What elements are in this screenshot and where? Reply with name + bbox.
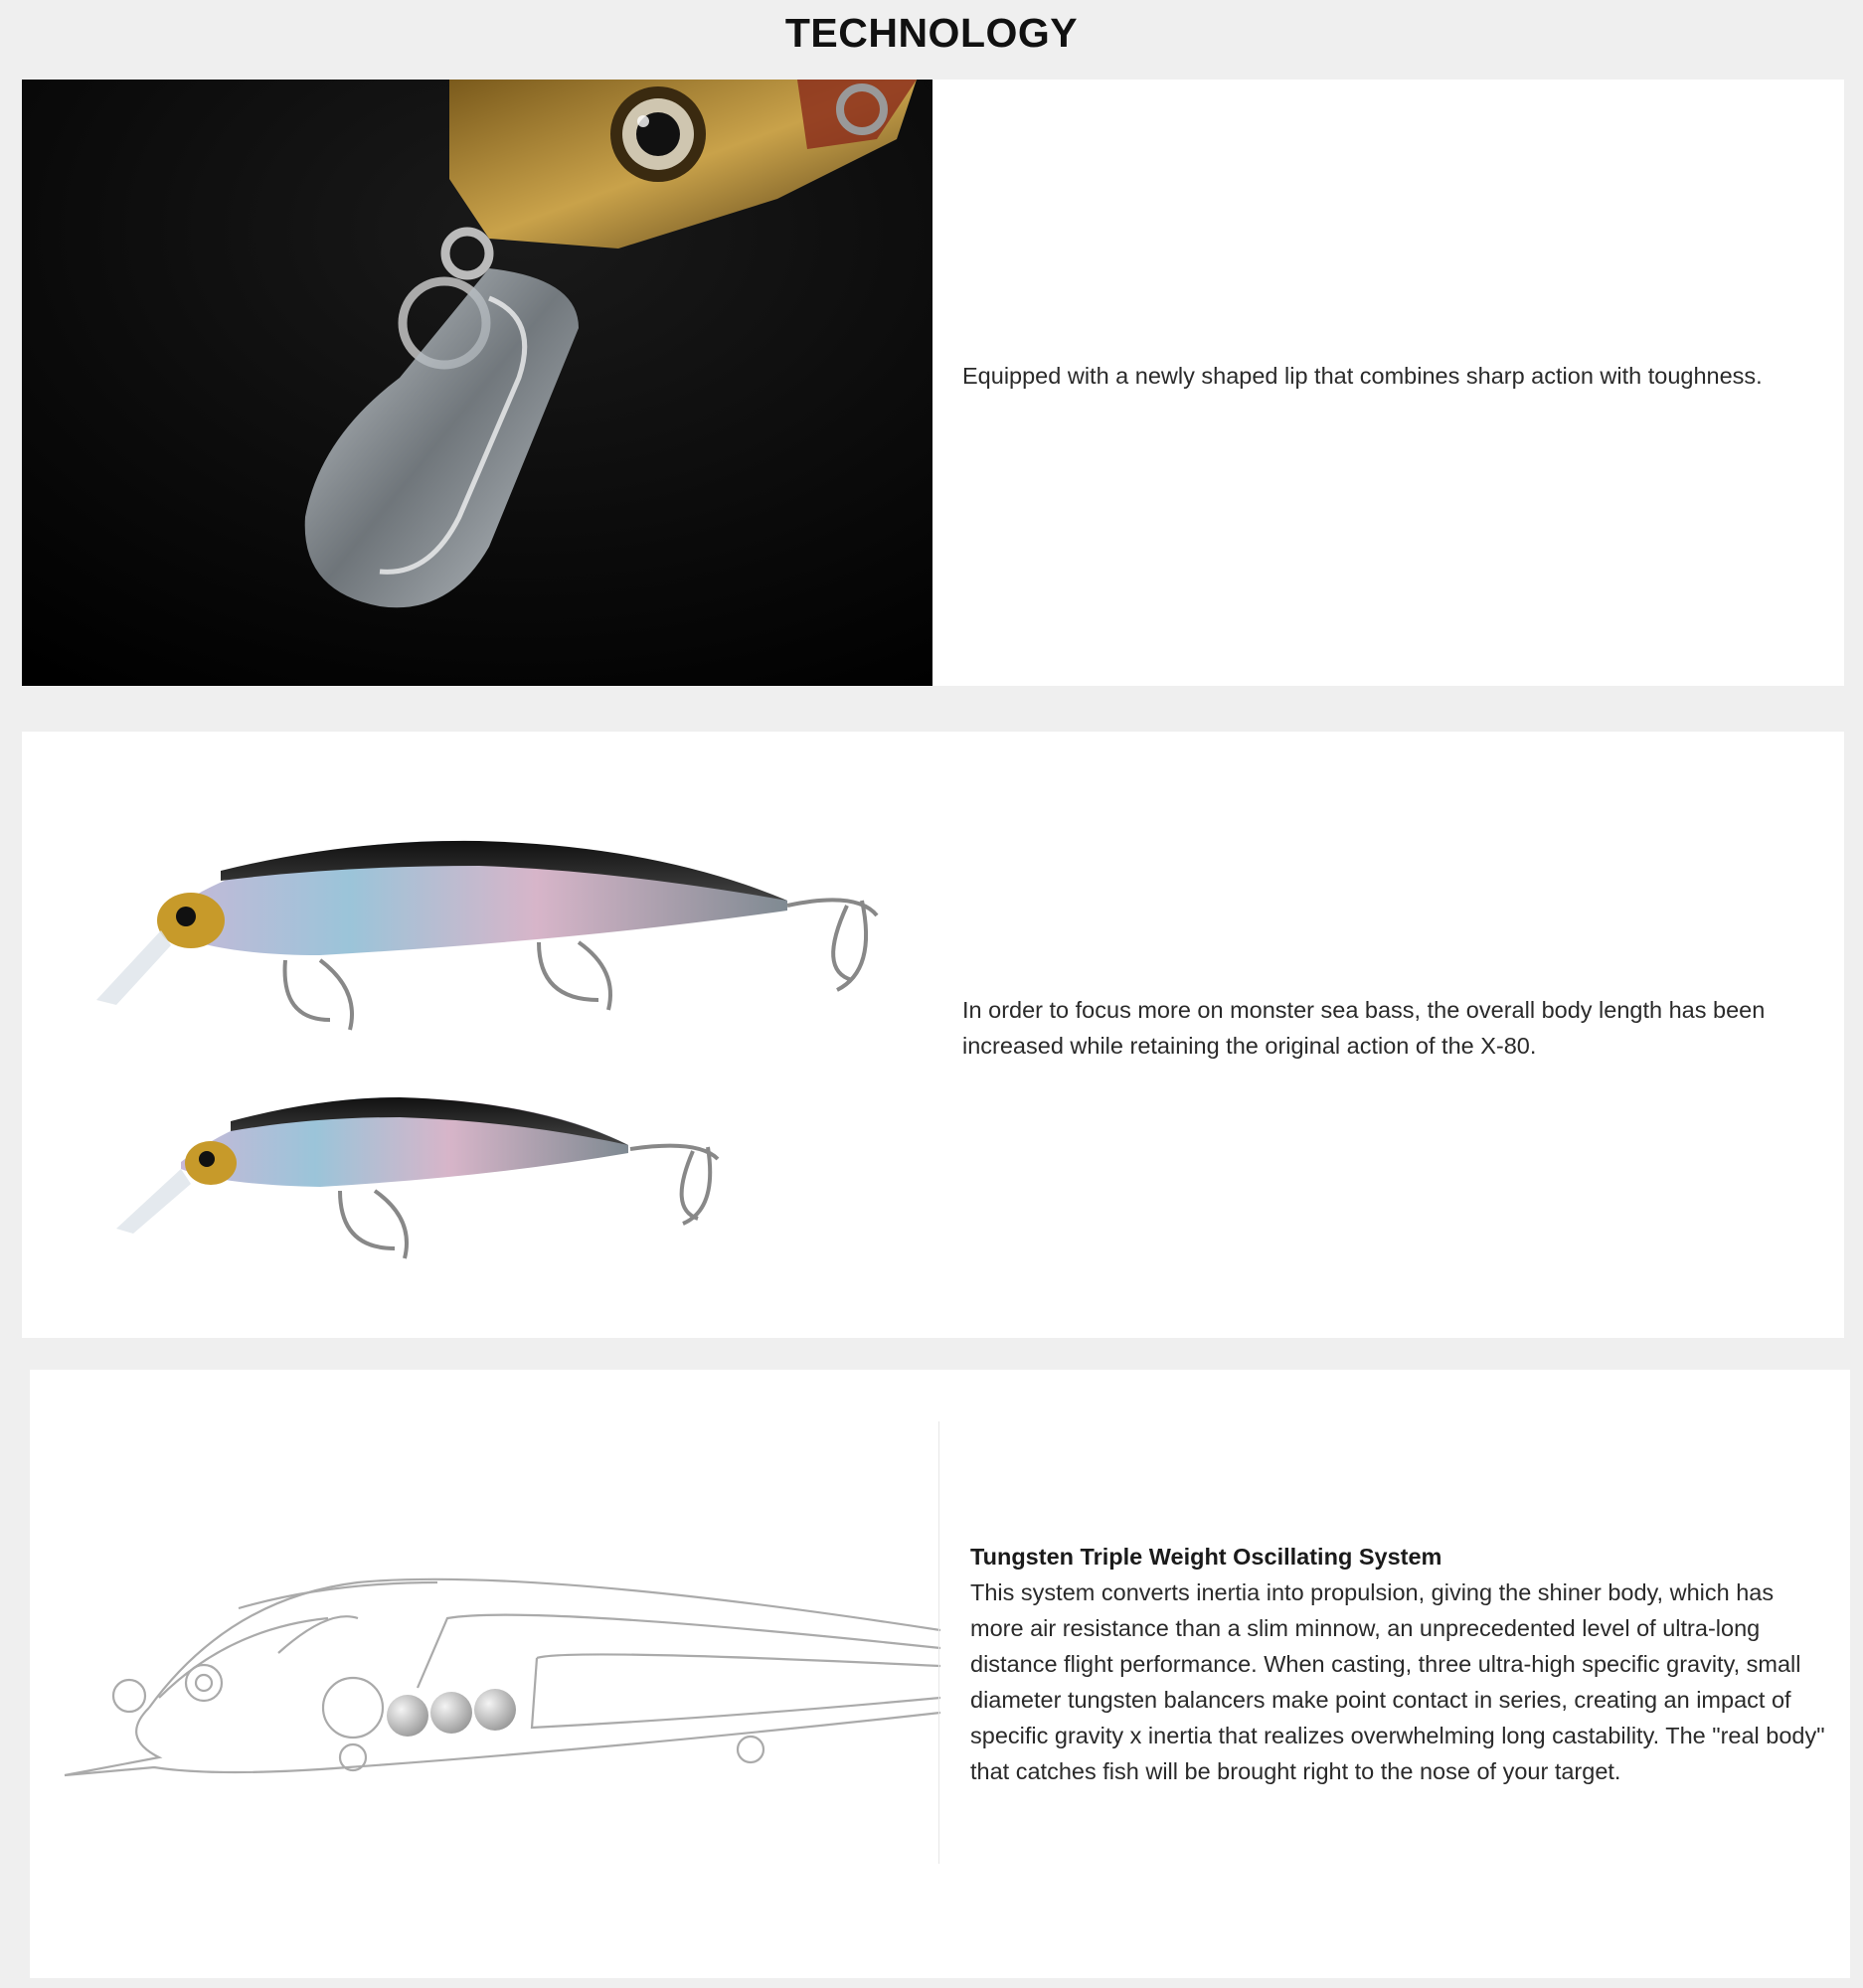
section-title: Tungsten Triple Weight Oscillating System [970, 1544, 1442, 1570]
tech-section-lip [22, 80, 1844, 686]
column-divider [938, 1421, 939, 1864]
section-description: This system converts inertia into propulsion, giving the shiner body, which has more air resistance than a slim minnow, an unprecedented level of ultra-long distance flight performance. When casting, three ultra-high specific gravity, small diameter tungsten balancers make point contact in series, creating an impact of specific gravity x inertia that realizes overwhelming long castability. The "real body" that catches fish will be brought right to the nose of your target. [970, 1579, 1825, 1784]
lure-size-comparison-photo [22, 732, 932, 1338]
lure-lip-closeup-photo [22, 80, 932, 686]
tech-section-body-length [22, 732, 1844, 1338]
section-description: Equipped with a newly shaped lip that combines sharp action with toughness. [962, 363, 1763, 389]
technology-heading: TECHNOLOGY [784, 10, 1079, 56]
tech-section-weight-system [30, 1370, 1850, 1978]
section-description-block [970, 1539, 1825, 1789]
section-description: In order to focus more on monster sea bass, the overall body length has been increased while retaining the original action of the X-80. [962, 997, 1766, 1059]
weight-system-line-diagram [30, 1370, 940, 1976]
